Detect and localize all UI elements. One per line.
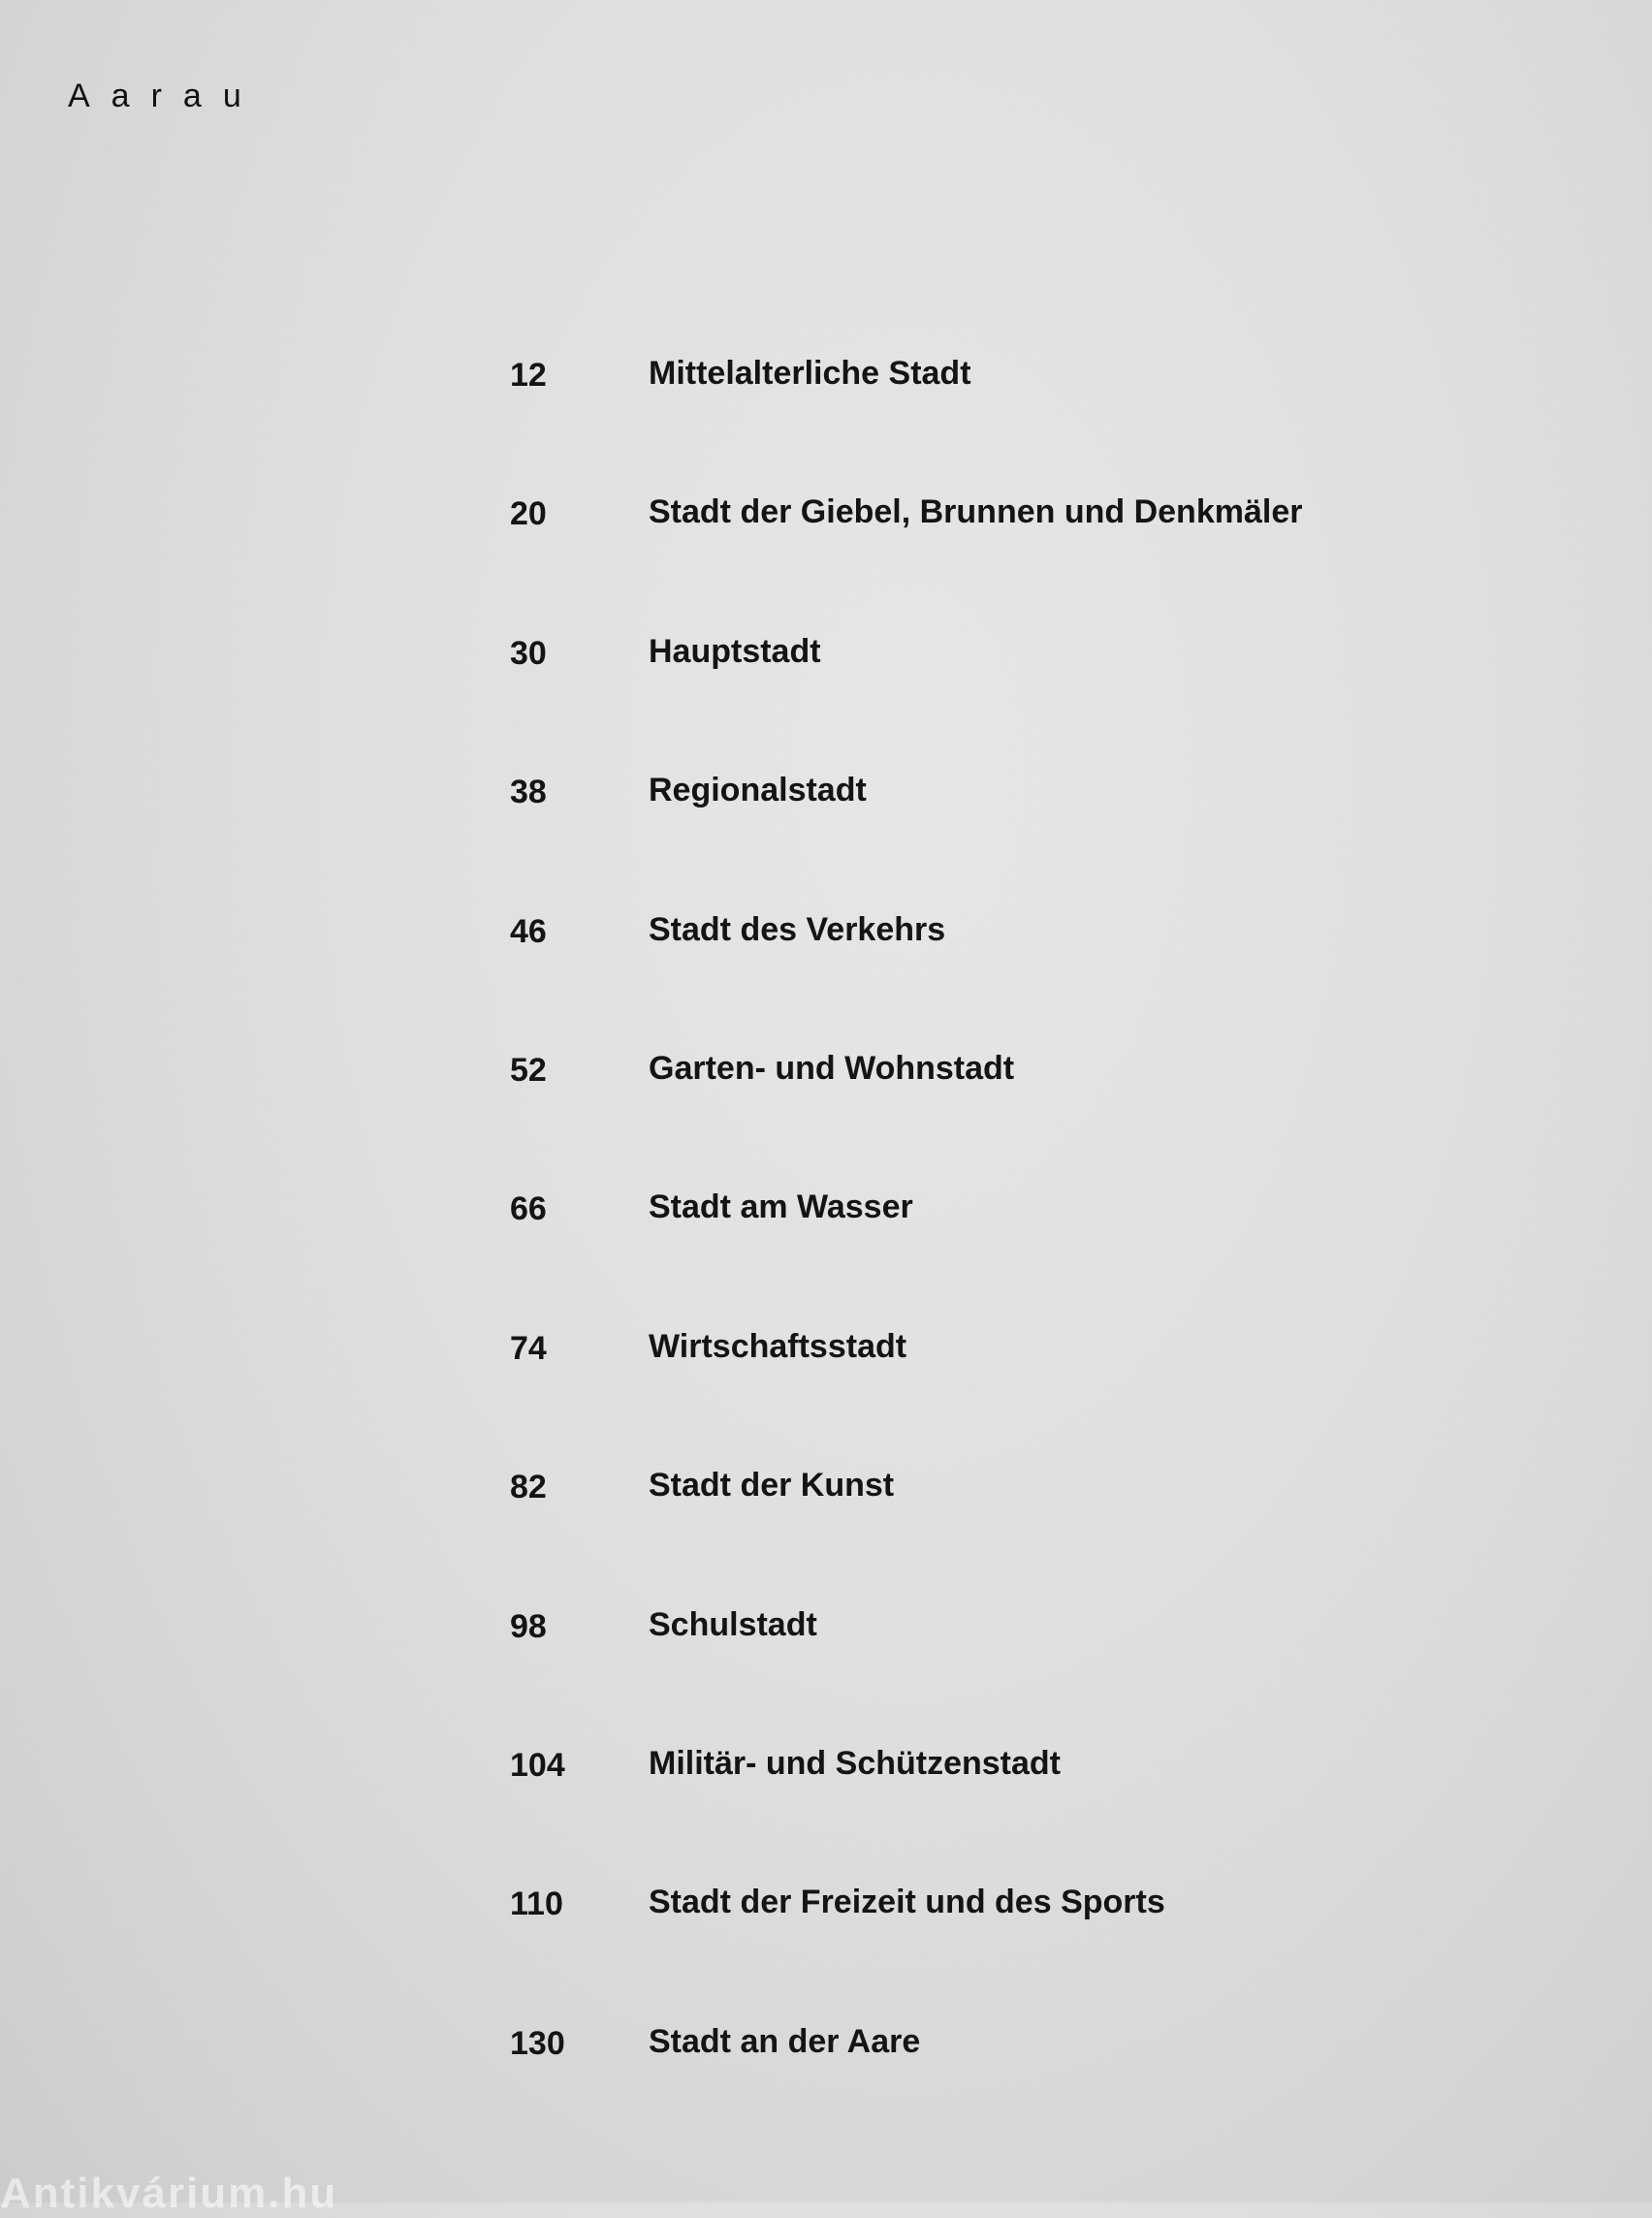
toc-chapter-title: Militär- und Schützenstadt bbox=[649, 1744, 1061, 1782]
toc-chapter-title: Garten- und Wohnstadt bbox=[649, 1049, 1015, 1087]
toc-entry bbox=[510, 468, 1479, 607]
toc-page-number: 110 bbox=[510, 1885, 563, 1923]
toc-chapter-title: Stadt des Verkehrs bbox=[649, 910, 946, 948]
watermark: Antikvárium.hu bbox=[0, 2170, 338, 2217]
toc-entry bbox=[510, 1581, 1479, 1720]
toc-page-number: 20 bbox=[510, 495, 547, 533]
toc-page-number: 74 bbox=[510, 1329, 547, 1367]
table-of-contents bbox=[510, 330, 1479, 2137]
toc-page-number: 46 bbox=[510, 912, 547, 950]
toc-chapter-title: Regionalstadt bbox=[649, 772, 867, 809]
toc-entry bbox=[510, 1163, 1479, 1302]
book-title: Aarau bbox=[68, 78, 263, 114]
toc-entry bbox=[510, 746, 1479, 885]
toc-entry bbox=[510, 330, 1479, 468]
toc-entry bbox=[510, 608, 1479, 746]
toc-page-number: 82 bbox=[510, 1469, 547, 1506]
toc-entry bbox=[510, 1720, 1479, 1858]
toc-chapter-title: Wirtschaftsstadt bbox=[649, 1327, 907, 1365]
toc-entry bbox=[510, 1303, 1479, 1442]
toc-page-number: 66 bbox=[510, 1190, 547, 1228]
toc-entry bbox=[510, 886, 1479, 1025]
toc-chapter-title: Schulstadt bbox=[649, 1605, 817, 1643]
toc-page-number: 130 bbox=[510, 2024, 565, 2062]
toc-chapter-title: Stadt an der Aare bbox=[649, 2022, 921, 2060]
toc-chapter-title: Stadt der Giebel, Brunnen und Denkmäler bbox=[649, 493, 1303, 531]
toc-chapter-title: Mittelalterliche Stadt bbox=[649, 355, 971, 392]
toc-entry bbox=[510, 1858, 1479, 1997]
toc-page-number: 98 bbox=[510, 1607, 547, 1645]
toc-entry bbox=[510, 1442, 1479, 1580]
toc-page-number: 52 bbox=[510, 1051, 547, 1089]
toc-chapter-title: Stadt am Wasser bbox=[649, 1188, 913, 1226]
toc-chapter-title: Stadt der Kunst bbox=[649, 1467, 895, 1505]
toc-page-number: 12 bbox=[510, 357, 547, 394]
toc-chapter-title: Stadt der Freizeit und des Sports bbox=[649, 1884, 1165, 1921]
toc-entry bbox=[510, 1025, 1479, 1163]
toc-page-number: 30 bbox=[510, 634, 547, 672]
toc-chapter-title: Hauptstadt bbox=[649, 632, 821, 670]
toc-page-number: 104 bbox=[510, 1746, 565, 1784]
toc-page-number: 38 bbox=[510, 774, 547, 811]
toc-entry bbox=[510, 1998, 1479, 2137]
